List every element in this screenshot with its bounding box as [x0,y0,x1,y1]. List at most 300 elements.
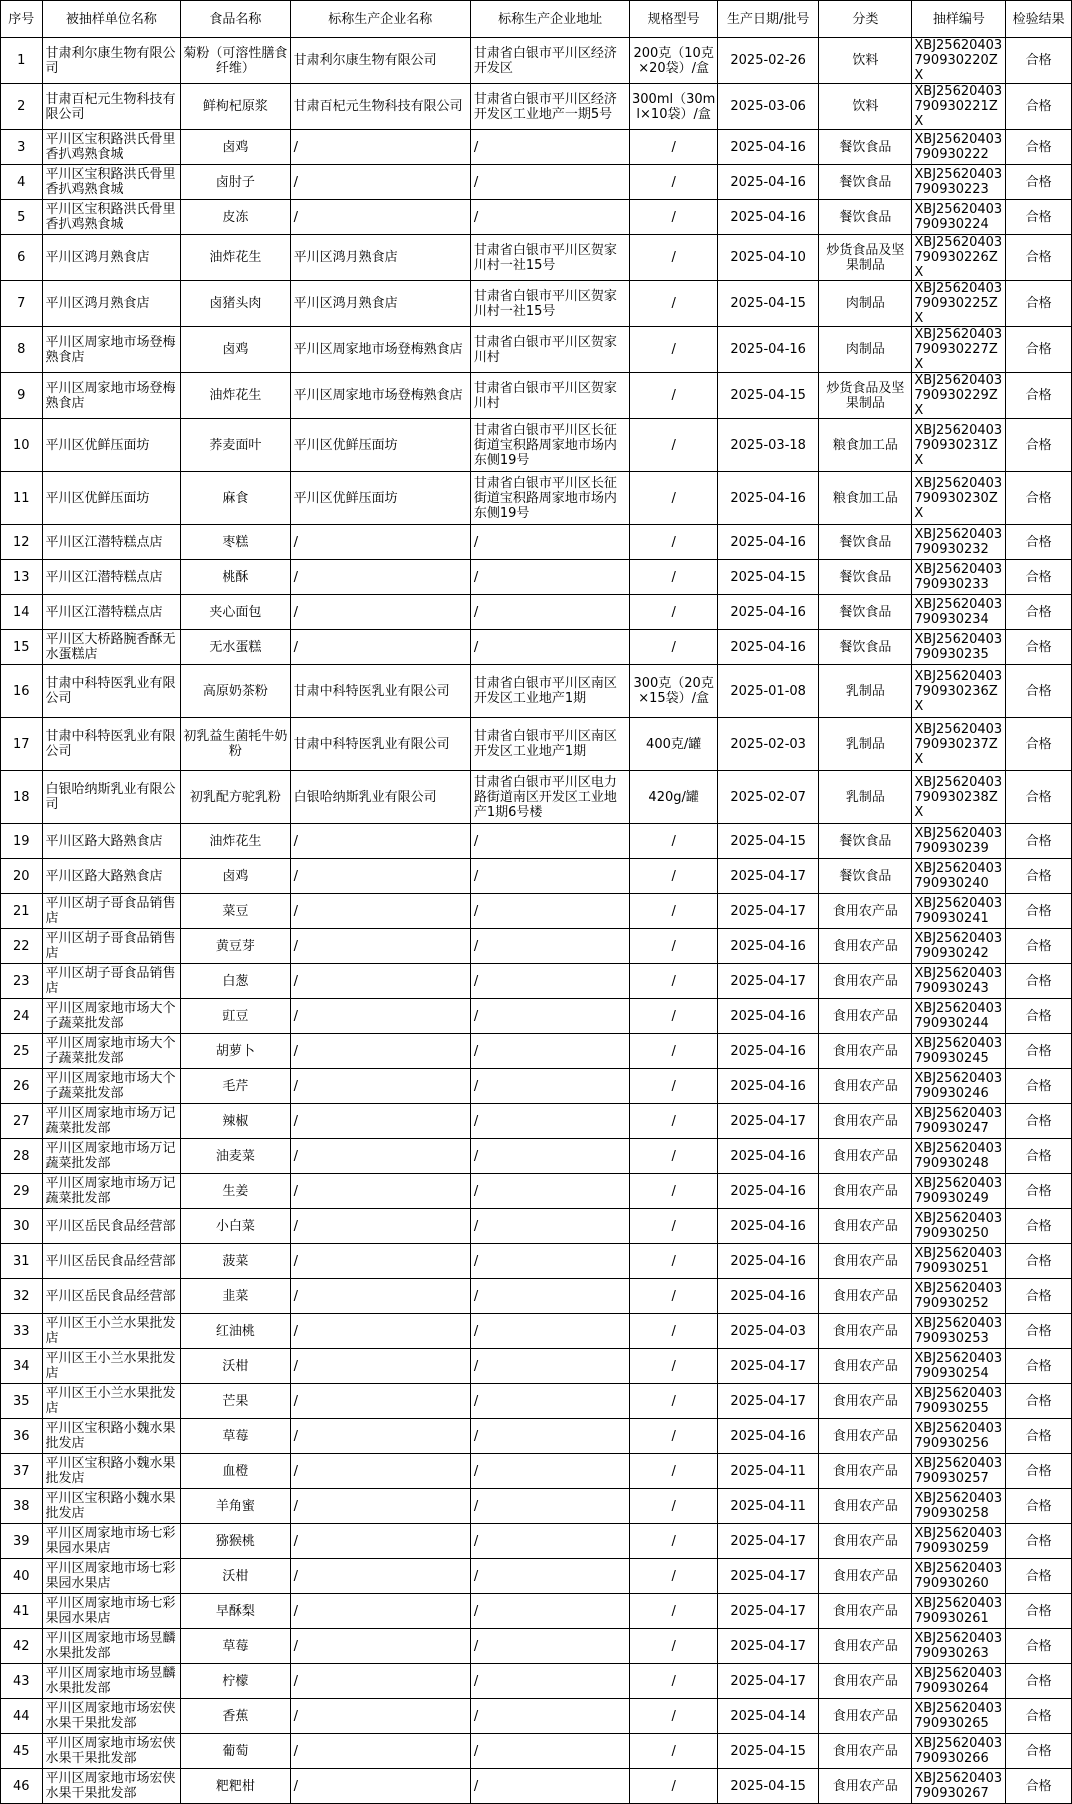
cell-category: 食用农产品 [819,1349,912,1384]
cell-sampled-unit: 平川区胡子哥食品销售店 [42,964,181,999]
cell-production-date: 2025-01-08 [717,665,819,718]
cell-production-date: 2025-04-17 [717,859,819,894]
cell-manufacturer-address: / [470,1384,630,1419]
cell-category: 食用农产品 [819,929,912,964]
cell-sample-code: XBJ25620403790930253 [912,1314,1006,1349]
cell-manufacturer: 甘肃中科特医乳业有限公司 [290,665,470,718]
cell-sample-code: XBJ25620403790930221ZX [912,84,1006,130]
cell-spec: / [630,130,717,165]
cell-index: 42 [1,1629,43,1664]
table-row [1,472,1072,525]
cell-result: 合格 [1006,1069,1072,1104]
cell-spec: / [630,200,717,235]
cell-spec: / [630,1524,717,1559]
cell-spec: / [630,1174,717,1209]
cell-index: 6 [1,235,43,281]
cell-index: 18 [1,771,43,824]
cell-production-date: 2025-04-16 [717,1069,819,1104]
cell-food-name: 葡萄 [181,1734,290,1769]
cell-sample-code: XBJ25620403790930266 [912,1734,1006,1769]
cell-result: 合格 [1006,472,1072,525]
cell-production-date: 2025-04-16 [717,165,819,200]
cell-food-name: 油炸花生 [181,235,290,281]
cell-manufacturer: 甘肃百杞元生物科技有限公司 [290,84,470,130]
cell-sample-code: XBJ25620403790930239 [912,824,1006,859]
table-row [1,1069,1072,1104]
cell-food-name: 卤肘子 [181,165,290,200]
cell-index: 40 [1,1559,43,1594]
cell-sample-code: XBJ25620403790930238ZX [912,771,1006,824]
cell-sampled-unit: 甘肃利尔康生物有限公司 [42,38,181,84]
cell-manufacturer-address: / [470,1104,630,1139]
table-row [1,894,1072,929]
table-row [1,1419,1072,1454]
cell-manufacturer: / [290,1349,470,1384]
table-row [1,665,1072,718]
table-row [1,1664,1072,1699]
cell-food-name: 枣糕 [181,525,290,560]
cell-result: 合格 [1006,999,1072,1034]
cell-production-date: 2025-04-15 [717,824,819,859]
header-spec: 规格型号 [630,1,717,38]
table-row [1,1734,1072,1769]
cell-manufacturer: / [290,859,470,894]
table-row [1,1349,1072,1384]
cell-index: 39 [1,1524,43,1559]
cell-production-date: 2025-02-07 [717,771,819,824]
cell-manufacturer: / [290,824,470,859]
cell-food-name: 麻食 [181,472,290,525]
cell-food-name: 辣椒 [181,1104,290,1139]
cell-manufacturer-address: / [470,1349,630,1384]
cell-category: 粮食加工品 [819,472,912,525]
cell-sample-code: XBJ25620403790930248 [912,1139,1006,1174]
cell-result: 合格 [1006,200,1072,235]
cell-spec: / [630,1664,717,1699]
cell-manufacturer: / [290,1174,470,1209]
cell-sample-code: XBJ25620403790930244 [912,999,1006,1034]
cell-food-name: 沃柑 [181,1349,290,1384]
cell-sample-code: XBJ25620403790930220ZX [912,38,1006,84]
cell-sample-code: XBJ25620403790930263 [912,1629,1006,1664]
cell-manufacturer-address: / [470,1699,630,1734]
cell-spec: / [630,1629,717,1664]
table-row [1,1524,1072,1559]
cell-food-name: 胡萝卜 [181,1034,290,1069]
table-row [1,630,1072,665]
cell-category: 餐饮食品 [819,165,912,200]
header-sample-code: 抽样编号 [912,1,1006,38]
cell-category: 餐饮食品 [819,560,912,595]
cell-spec: 200克（10克×20袋）/盒 [630,38,717,84]
cell-sampled-unit: 平川区鸿月熟食店 [42,281,181,327]
cell-sample-code: XBJ25620403790930249 [912,1174,1006,1209]
cell-index: 45 [1,1734,43,1769]
cell-manufacturer-address: 甘肃省白银市平川区长征街道宝积路周家地市场内东侧19号 [470,472,630,525]
cell-manufacturer-address: / [470,1174,630,1209]
cell-food-name: 血橙 [181,1454,290,1489]
cell-production-date: 2025-04-11 [717,1489,819,1524]
cell-production-date: 2025-04-16 [717,1174,819,1209]
table-row [1,1594,1072,1629]
cell-spec: / [630,1454,717,1489]
cell-sample-code: XBJ25620403790930223 [912,165,1006,200]
cell-index: 26 [1,1069,43,1104]
cell-index: 33 [1,1314,43,1349]
table-row [1,1174,1072,1209]
cell-sampled-unit: 平川区王小兰水果批发店 [42,1384,181,1419]
cell-spec: / [630,165,717,200]
cell-index: 13 [1,560,43,595]
cell-category: 食用农产品 [819,1489,912,1524]
cell-manufacturer-address: / [470,1454,630,1489]
cell-food-name: 豇豆 [181,999,290,1034]
cell-result: 合格 [1006,1034,1072,1069]
cell-manufacturer: 平川区周家地市场登梅熟食店 [290,373,470,419]
cell-food-name: 初乳配方驼乳粉 [181,771,290,824]
cell-result: 合格 [1006,964,1072,999]
cell-production-date: 2025-04-16 [717,525,819,560]
cell-sampled-unit: 平川区优鲜压面坊 [42,472,181,525]
cell-food-name: 白葱 [181,964,290,999]
cell-sampled-unit: 平川区宝积路小魏水果批发店 [42,1489,181,1524]
cell-sampled-unit: 甘肃中科特医乳业有限公司 [42,718,181,771]
cell-index: 3 [1,130,43,165]
cell-food-name: 毛芹 [181,1069,290,1104]
cell-index: 1 [1,38,43,84]
cell-manufacturer: / [290,1384,470,1419]
table-row [1,1034,1072,1069]
cell-spec: / [630,630,717,665]
cell-result: 合格 [1006,1769,1072,1804]
cell-sample-code: XBJ25620403790930230ZX [912,472,1006,525]
cell-food-name: 猕猴桃 [181,1524,290,1559]
cell-manufacturer: / [290,1454,470,1489]
cell-index: 11 [1,472,43,525]
cell-manufacturer: 平川区鸿月熟食店 [290,281,470,327]
cell-sample-code: XBJ25620403790930260 [912,1559,1006,1594]
cell-index: 30 [1,1209,43,1244]
cell-category: 餐饮食品 [819,824,912,859]
table-row [1,373,1072,419]
cell-sampled-unit: 平川区江潜特糕点店 [42,560,181,595]
cell-production-date: 2025-04-17 [717,1559,819,1594]
cell-sampled-unit: 平川区胡子哥食品销售店 [42,929,181,964]
cell-manufacturer-address: / [470,1279,630,1314]
cell-manufacturer-address: / [470,1664,630,1699]
cell-sampled-unit: 平川区胡子哥食品销售店 [42,894,181,929]
cell-manufacturer-address: / [470,525,630,560]
header-category: 分类 [819,1,912,38]
cell-manufacturer: / [290,1419,470,1454]
cell-manufacturer-address: / [470,1559,630,1594]
cell-sample-code: XBJ25620403790930267 [912,1769,1006,1804]
cell-manufacturer: / [290,894,470,929]
cell-food-name: 黄豆芽 [181,929,290,964]
cell-manufacturer-address: / [470,964,630,999]
cell-category: 肉制品 [819,281,912,327]
table-row [1,1384,1072,1419]
cell-manufacturer: / [290,1244,470,1279]
cell-manufacturer: / [290,1209,470,1244]
cell-index: 20 [1,859,43,894]
cell-category: 食用农产品 [819,1419,912,1454]
cell-food-name: 夹心面包 [181,595,290,630]
table-row [1,1244,1072,1279]
cell-manufacturer: / [290,1279,470,1314]
cell-spec: / [630,1699,717,1734]
cell-sampled-unit: 白银哈纳斯乳业有限公司 [42,771,181,824]
table-row [1,1314,1072,1349]
cell-category: 食用农产品 [819,1384,912,1419]
cell-category: 食用农产品 [819,1734,912,1769]
cell-category: 乳制品 [819,718,912,771]
cell-spec: / [630,472,717,525]
cell-result: 合格 [1006,1629,1072,1664]
cell-manufacturer: / [290,1069,470,1104]
cell-manufacturer-address: / [470,1594,630,1629]
cell-manufacturer-address: / [470,894,630,929]
cell-spec: / [630,1419,717,1454]
cell-spec: / [630,1104,717,1139]
cell-result: 合格 [1006,165,1072,200]
cell-index: 29 [1,1174,43,1209]
cell-category: 食用农产品 [819,1034,912,1069]
cell-sample-code: XBJ25620403790930258 [912,1489,1006,1524]
cell-production-date: 2025-02-26 [717,38,819,84]
cell-index: 4 [1,165,43,200]
cell-result: 合格 [1006,1419,1072,1454]
cell-manufacturer-address: / [470,595,630,630]
table-row [1,1769,1072,1804]
cell-manufacturer-address: 甘肃省白银市平川区长征街道宝积路周家地市场内东侧19号 [470,419,630,472]
cell-sampled-unit: 平川区岳民食品经营部 [42,1244,181,1279]
cell-spec: 300克（20克×15袋）/盒 [630,665,717,718]
header-manufacturer: 标称生产企业名称 [290,1,470,38]
table-row [1,200,1072,235]
cell-manufacturer-address: / [470,1069,630,1104]
cell-category: 餐饮食品 [819,200,912,235]
cell-sampled-unit: 平川区江潜特糕点店 [42,595,181,630]
cell-result: 合格 [1006,373,1072,419]
cell-sampled-unit: 平川区周家地市场登梅熟食店 [42,327,181,373]
table-row [1,999,1072,1034]
cell-production-date: 2025-04-16 [717,200,819,235]
cell-sampled-unit: 平川区路大路熟食店 [42,859,181,894]
cell-result: 合格 [1006,1349,1072,1384]
cell-manufacturer: / [290,630,470,665]
cell-food-name: 菠菜 [181,1244,290,1279]
cell-sample-code: XBJ25620403790930250 [912,1209,1006,1244]
cell-index: 24 [1,999,43,1034]
cell-spec: / [630,1734,717,1769]
cell-index: 9 [1,373,43,419]
cell-manufacturer-address: / [470,1734,630,1769]
cell-sample-code: XBJ25620403790930237ZX [912,718,1006,771]
table-row [1,1699,1072,1734]
cell-production-date: 2025-04-16 [717,472,819,525]
cell-sample-code: XBJ25620403790930226ZX [912,235,1006,281]
cell-sampled-unit: 甘肃百杞元生物科技有限公司 [42,84,181,130]
cell-spec: / [630,1314,717,1349]
header-food-name: 食品名称 [181,1,290,38]
cell-manufacturer: 甘肃利尔康生物有限公司 [290,38,470,84]
cell-spec: / [630,595,717,630]
cell-manufacturer: / [290,1699,470,1734]
cell-sampled-unit: 平川区周家地市场昱麟水果批发部 [42,1629,181,1664]
cell-sampled-unit: 平川区周家地市场七彩果园水果店 [42,1594,181,1629]
cell-sampled-unit: 平川区周家地市场七彩果园水果店 [42,1524,181,1559]
cell-result: 合格 [1006,1699,1072,1734]
cell-production-date: 2025-04-16 [717,1244,819,1279]
cell-spec: / [630,1559,717,1594]
cell-sample-code: XBJ25620403790930255 [912,1384,1006,1419]
cell-index: 31 [1,1244,43,1279]
cell-food-name: 香蕉 [181,1699,290,1734]
cell-production-date: 2025-04-16 [717,929,819,964]
cell-manufacturer-address: 甘肃省白银市平川区电力路街道南区开发区工业地产1期6号楼 [470,771,630,824]
header-row [1,1,1072,38]
cell-spec: / [630,964,717,999]
cell-category: 乳制品 [819,665,912,718]
table-row [1,1559,1072,1594]
cell-result: 合格 [1006,1524,1072,1559]
cell-manufacturer: / [290,1629,470,1664]
cell-production-date: 2025-04-16 [717,595,819,630]
cell-food-name: 初乳益生菌牦牛奶粉 [181,718,290,771]
cell-food-name: 芒果 [181,1384,290,1419]
cell-index: 19 [1,824,43,859]
cell-category: 饮料 [819,38,912,84]
cell-result: 合格 [1006,419,1072,472]
table-row [1,1209,1072,1244]
cell-category: 食用农产品 [819,1104,912,1139]
cell-manufacturer-address: 甘肃省白银市平川区贺家川村 [470,327,630,373]
cell-manufacturer: / [290,525,470,560]
cell-food-name: 粑粑柑 [181,1769,290,1804]
cell-result: 合格 [1006,1174,1072,1209]
cell-sampled-unit: 平川区周家地市场万记蔬菜批发部 [42,1139,181,1174]
cell-manufacturer: 平川区周家地市场登梅熟食店 [290,327,470,373]
cell-index: 17 [1,718,43,771]
cell-spec: / [630,1279,717,1314]
cell-food-name: 油炸花生 [181,824,290,859]
cell-result: 合格 [1006,1279,1072,1314]
cell-result: 合格 [1006,327,1072,373]
cell-production-date: 2025-04-16 [717,1209,819,1244]
cell-sample-code: XBJ25620403790930234 [912,595,1006,630]
cell-sampled-unit: 甘肃中科特医乳业有限公司 [42,665,181,718]
cell-category: 食用农产品 [819,1209,912,1244]
cell-category: 食用农产品 [819,1594,912,1629]
cell-sample-code: XBJ25620403790930257 [912,1454,1006,1489]
cell-manufacturer-address: / [470,1244,630,1279]
table-body [1,38,1072,1804]
cell-manufacturer-address: / [470,999,630,1034]
cell-category: 食用农产品 [819,1279,912,1314]
table-row [1,84,1072,130]
cell-production-date: 2025-04-14 [717,1699,819,1734]
cell-spec: / [630,1349,717,1384]
cell-sample-code: XBJ25620403790930231ZX [912,419,1006,472]
cell-manufacturer-address: / [470,1419,630,1454]
cell-category: 炒货食品及坚果制品 [819,373,912,419]
cell-manufacturer: / [290,560,470,595]
cell-result: 合格 [1006,894,1072,929]
cell-production-date: 2025-04-03 [717,1314,819,1349]
cell-food-name: 卤鸡 [181,859,290,894]
table-row [1,1454,1072,1489]
cell-index: 14 [1,595,43,630]
cell-production-date: 2025-04-15 [717,560,819,595]
cell-sample-code: XBJ25620403790930229ZX [912,373,1006,419]
cell-production-date: 2025-04-16 [717,1419,819,1454]
cell-manufacturer: / [290,1139,470,1174]
cell-sampled-unit: 平川区周家地市场大个子蔬菜批发部 [42,1069,181,1104]
cell-food-name: 鲜枸杞原浆 [181,84,290,130]
cell-food-name: 小白菜 [181,1209,290,1244]
cell-sample-code: XBJ25620403790930259 [912,1524,1006,1559]
cell-spec: / [630,525,717,560]
cell-manufacturer-address: / [470,1629,630,1664]
cell-category: 餐饮食品 [819,525,912,560]
cell-manufacturer: / [290,1314,470,1349]
cell-production-date: 2025-04-15 [717,281,819,327]
cell-index: 28 [1,1139,43,1174]
cell-manufacturer: / [290,999,470,1034]
cell-manufacturer: / [290,1034,470,1069]
cell-sampled-unit: 平川区周家地市场宏侠水果干果批发部 [42,1699,181,1734]
cell-sample-code: XBJ25620403790930225ZX [912,281,1006,327]
table-row [1,964,1072,999]
cell-sampled-unit: 平川区周家地市场宏侠水果干果批发部 [42,1769,181,1804]
cell-manufacturer: / [290,964,470,999]
cell-category: 食用农产品 [819,1699,912,1734]
cell-production-date: 2025-04-17 [717,964,819,999]
cell-sampled-unit: 平川区江潜特糕点店 [42,525,181,560]
cell-spec: / [630,327,717,373]
cell-spec: 420g/罐 [630,771,717,824]
cell-sampled-unit: 平川区岳民食品经营部 [42,1209,181,1244]
cell-category: 食用农产品 [819,1314,912,1349]
header-result: 检验结果 [1006,1,1072,38]
cell-category: 粮食加工品 [819,419,912,472]
cell-manufacturer: 平川区优鲜压面坊 [290,472,470,525]
cell-manufacturer: / [290,1769,470,1804]
cell-category: 食用农产品 [819,1769,912,1804]
cell-index: 5 [1,200,43,235]
cell-index: 27 [1,1104,43,1139]
table-row [1,281,1072,327]
cell-manufacturer-address: / [470,165,630,200]
cell-manufacturer: / [290,1664,470,1699]
cell-spec: / [630,1034,717,1069]
cell-manufacturer-address: / [470,824,630,859]
cell-category: 餐饮食品 [819,130,912,165]
cell-sampled-unit: 平川区宝积路洪氏骨里香扒鸡熟食城 [42,130,181,165]
cell-result: 合格 [1006,1314,1072,1349]
cell-production-date: 2025-04-16 [717,130,819,165]
cell-production-date: 2025-04-16 [717,999,819,1034]
cell-sample-code: XBJ25620403790930233 [912,560,1006,595]
cell-food-name: 菜豆 [181,894,290,929]
cell-result: 合格 [1006,525,1072,560]
cell-food-name: 草莓 [181,1419,290,1454]
table-row [1,419,1072,472]
table-row [1,859,1072,894]
table-row [1,560,1072,595]
cell-food-name: 羊角蜜 [181,1489,290,1524]
